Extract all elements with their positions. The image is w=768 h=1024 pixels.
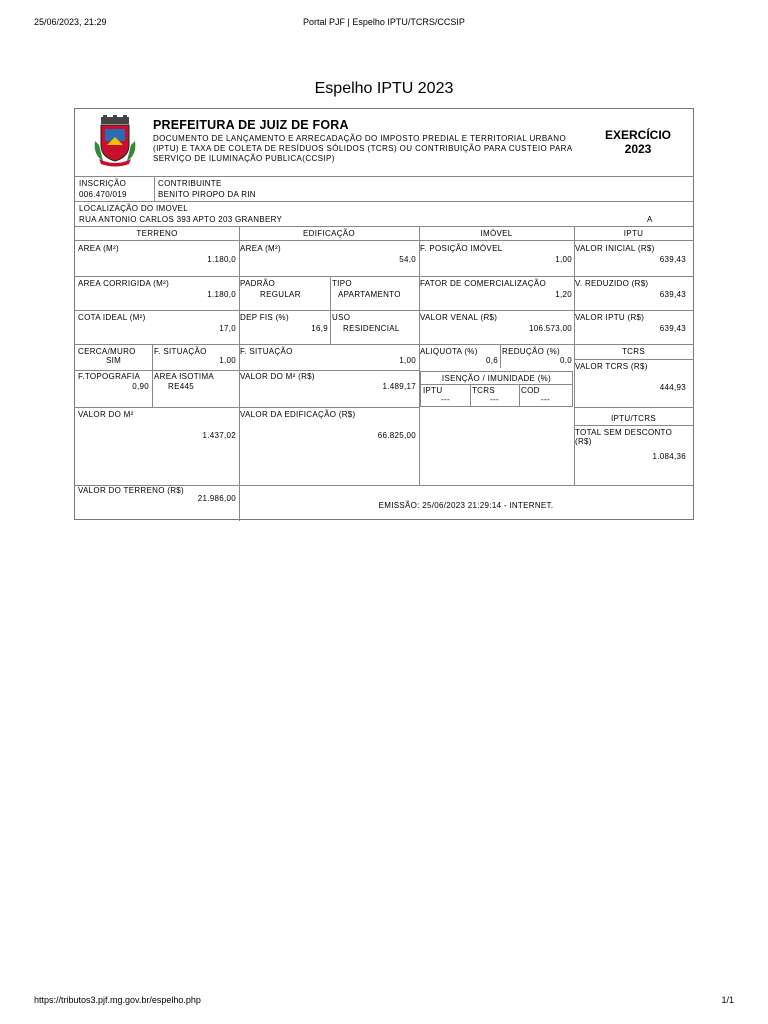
isencao-iptu-value: ---: [441, 395, 450, 404]
print-page-number: 1/1: [721, 995, 734, 1005]
valor-edificacao-label: VALOR DA EDIFICAÇÃO (R$): [240, 410, 356, 419]
edificacao-valor-m2-label: VALOR DO M² (R$): [240, 372, 315, 381]
localizacao-address: RUA ANTONIO CARLOS 393 APTO 203 GRANBERY: [79, 215, 283, 224]
fpos-label: F. POSIÇÃO IMÓVEL: [420, 244, 503, 253]
area-isotima-label: AREA ISOTIMA: [154, 372, 215, 381]
print-page-title: Portal PJF | Espelho IPTU/TCRS/CCSIP: [303, 17, 465, 27]
area-corrigida-value: 1.180,0: [207, 290, 236, 299]
dep-fis-label: DEP FIS (%): [240, 313, 289, 322]
emissao: EMISSÃO: 25/06/2023 21:29:14 - INTERNET.: [378, 501, 554, 510]
isencao-tcrs-value: ---: [490, 395, 499, 404]
print-datetime: 25/06/2023, 21:29: [34, 17, 107, 27]
section-iptu: IPTU: [623, 229, 644, 238]
document-title: Espelho IPTU 2023: [314, 80, 454, 97]
exercicio: [583, 128, 693, 156]
fpos-value: 1,00: [555, 255, 572, 264]
tcrs-header: TCRS: [622, 347, 645, 356]
print-url: https://tributos3.pjf.mg.gov.br/espelho.php: [34, 995, 201, 1005]
tipo-value: APARTAMENTO: [338, 290, 401, 299]
edificacao-area-value: 54,0: [399, 255, 416, 264]
ftopografia-value: 0,90: [132, 382, 149, 391]
terreno-area-value: 1.180,0: [207, 255, 236, 264]
valor-terreno-value: 21.986,00: [197, 494, 236, 503]
reducao-label: REDUÇÃO (%): [502, 347, 560, 356]
cota-ideal-label: COTA IDEAL (M²): [78, 313, 146, 322]
isencao-cod-value: ---: [541, 395, 550, 404]
localizacao-label: LOCALIZAÇÃO DO IMOVEL: [79, 204, 188, 213]
localizacao-letter: A: [647, 215, 653, 224]
terreno-fsit-value: 1,00: [219, 356, 236, 365]
aliquota-value: 0,6: [485, 356, 498, 365]
cota-ideal-value: 17,0: [219, 324, 236, 333]
terreno-valor-m2-label: VALOR DO M²: [78, 410, 134, 419]
reducao-value: 0,0: [559, 356, 572, 365]
contribuinte-label: CONTRIBUINTE: [158, 179, 222, 188]
terreno-area-label: AREA (M²): [78, 244, 119, 253]
terreno-valor-m2-value: 1.437,02: [202, 431, 236, 440]
valor-tcrs-value: 444,93: [659, 383, 686, 392]
fcom-value: 1,20: [555, 290, 572, 299]
isencao-cod-label: COD: [521, 386, 540, 395]
dep-fis-value: 16,9: [311, 324, 328, 333]
isencao-tcrs-label: TCRS: [472, 386, 495, 395]
isencao-label: ISENÇÃO / IMUNIDADE (%): [441, 374, 552, 383]
valor-iptu-value: 639,43: [659, 324, 686, 333]
valor-edificacao-value: 66.825,00: [377, 431, 416, 440]
valor-venal-label: VALOR VENAL (R$): [420, 313, 498, 322]
ftopografia-label: F.TOPOGRAFIA: [78, 372, 141, 381]
section-edificacao: EDIFICAÇÃO: [303, 229, 355, 238]
padrao-value: REGULAR: [260, 290, 301, 299]
isencao-box: [420, 371, 573, 407]
edificacao-valor-m2-value: 1.489,17: [382, 382, 416, 391]
cerca-muro-value: SIM: [105, 356, 122, 365]
edificacao-area-label: AREA (M²): [240, 244, 281, 253]
fcom-label: FATOR DE COMERCIALIZAÇÃO: [420, 279, 547, 288]
uso-value: RESIDENCIAL: [343, 324, 400, 333]
valor-iptu-label: VALOR IPTU (R$): [575, 313, 645, 322]
area-isotima-value: RE445: [168, 382, 194, 391]
isencao-iptu-label: IPTU: [423, 386, 443, 395]
valor-venal-value: 106.573,00: [528, 324, 572, 333]
valor-tcrs-label: VALOR TCRS (R$): [575, 362, 648, 371]
valor-inicial-label: VALOR INICIAL (R$): [575, 244, 655, 253]
edificacao-fsit-value: 1,00: [399, 356, 416, 365]
valor-inicial-value: 639,43: [659, 255, 686, 264]
terreno-fsit-label: F. SITUAÇÃO: [154, 347, 207, 356]
aliquota-label: ALIQUOTA (%): [420, 347, 478, 356]
exercicio-year: 2023: [624, 142, 652, 156]
cerca-muro-label: CERCA/MURO: [78, 347, 136, 356]
coat-of-arms-icon: [93, 115, 137, 167]
uso-label: USO: [332, 313, 351, 322]
organization-name: PREFEITURA DE JUIZ DE FORA: [153, 118, 349, 132]
contribuinte-value: BENITO PIROPO DA RIN: [158, 190, 256, 199]
area-corrigida-label: AREA CORRIGIDA (M²): [78, 279, 170, 288]
tipo-label: TIPO: [332, 279, 352, 288]
v-reduzido-label: V. REDUZIDO (R$): [575, 279, 649, 288]
inscricao-label: INSCRIÇÃO: [79, 179, 127, 188]
section-terreno: TERRENO: [136, 229, 178, 238]
inscricao-value: 006.470/019: [79, 190, 127, 199]
edificacao-fsit-label: F. SITUAÇÃO: [240, 347, 293, 356]
v-reduzido-value: 639,43: [659, 290, 686, 299]
iptu-tcrs-header: IPTU/TCRS: [611, 414, 656, 423]
total-sem-desconto-value: 1.084,36: [652, 452, 686, 461]
total-sem-desconto-label: TOTAL SEM DESCONTO (R$): [575, 428, 673, 446]
exercicio-label: EXERCÍCIO: [604, 128, 671, 142]
padrao-label: PADRÃO: [240, 279, 275, 288]
section-imovel: IMÓVEL: [480, 229, 513, 238]
document-description: DOCUMENTO DE LANÇAMENTO E ARRECADAÇÃO DO IMPOSTO PREDIAL E TERRITORIAL URBANO (IPTU) E TAXA DE COLETA DE RESÍDUOS SÓLIDOS (TCRS) OU CONTRIBUIÇÃO PARA CUSTEIO PARA SERVIÇO DE ILUMINAÇÃO PUBLICA(CCSIP): [153, 134, 573, 163]
espelho-frame: [74, 108, 694, 520]
valor-terreno-label: VALOR DO TERRENO (R$): [78, 486, 185, 495]
